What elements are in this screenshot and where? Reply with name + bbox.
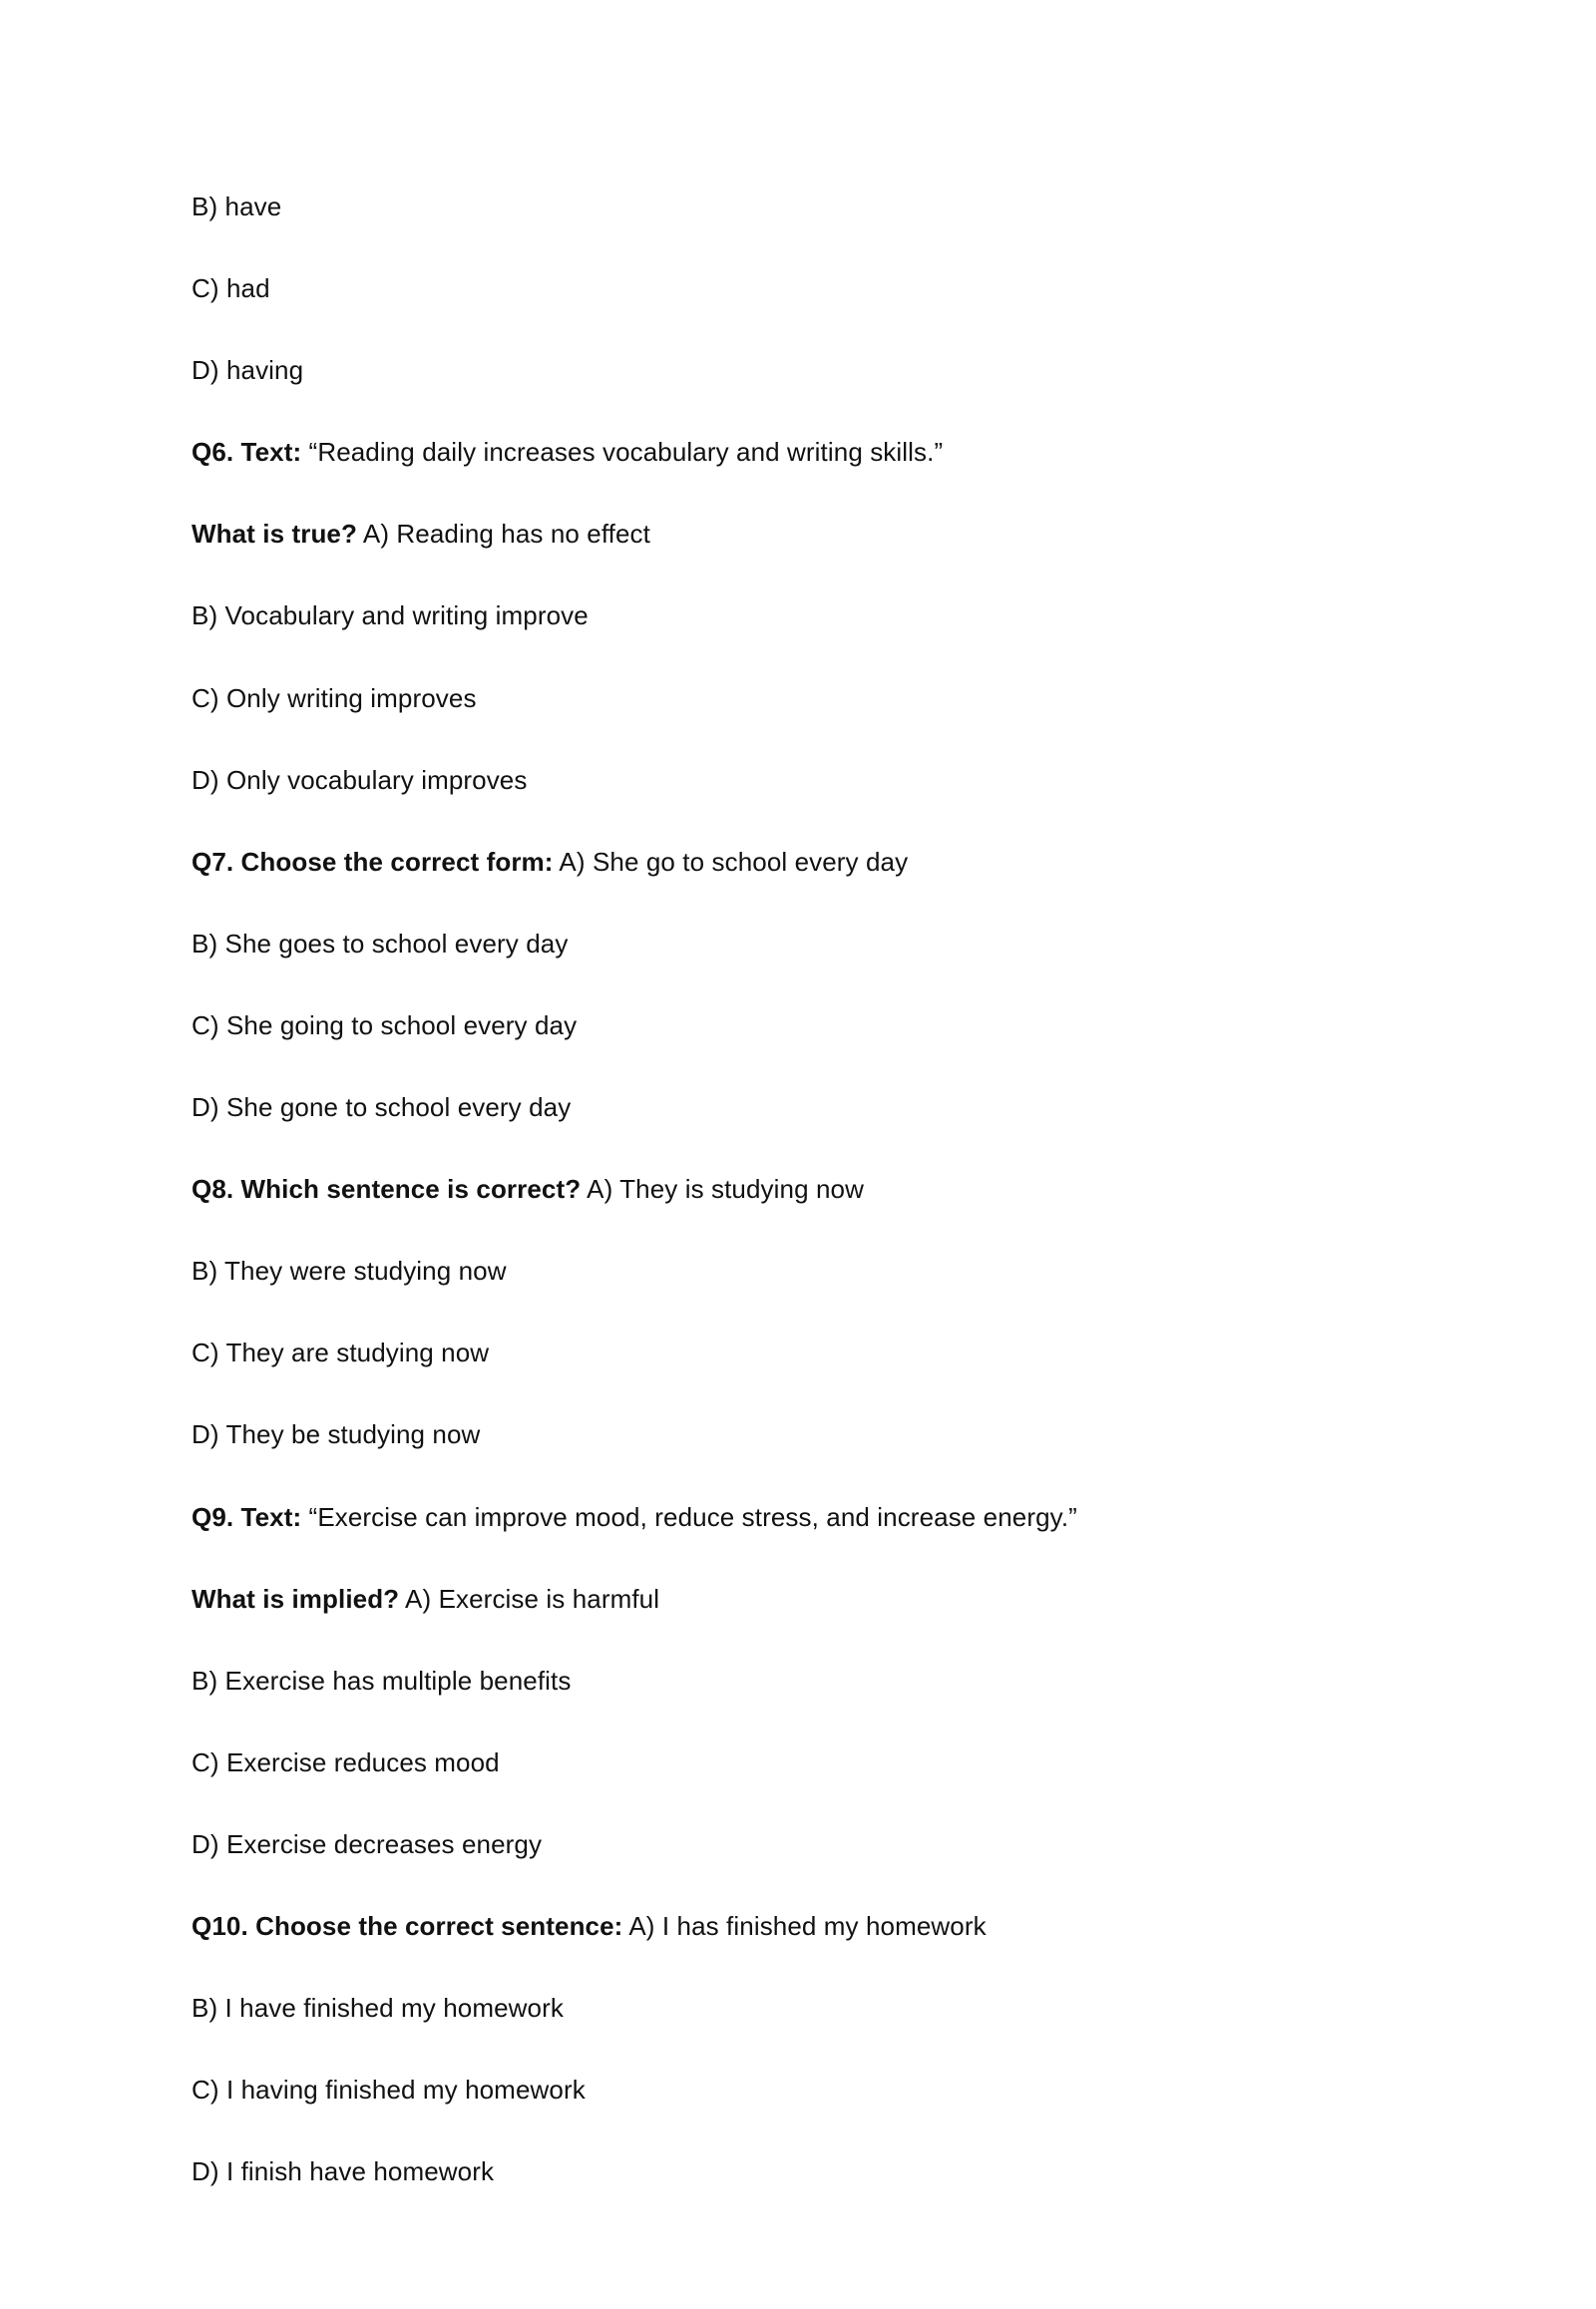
question-9-prompt [192, 1500, 1396, 1535]
question-9-option-b [192, 1664, 1396, 1699]
line-lead: Q9. Text: [192, 1501, 302, 1532]
question-8-option-b [192, 1254, 1396, 1289]
question-7-option-b [192, 927, 1396, 962]
question-7-option-c [192, 1008, 1396, 1043]
line-text: C) They are studying now [192, 1338, 490, 1368]
line-text: D) She gone to school every day [192, 1092, 572, 1123]
line-text: “Reading daily increases vocabulary and writing skills.” [301, 437, 944, 468]
line-text: C) Only writing improves [192, 682, 477, 713]
line-text: D) having [192, 355, 304, 386]
question-7-option-a [192, 845, 1396, 880]
question-9-option-c [192, 1745, 1396, 1780]
line-lead: What is true? [192, 519, 357, 550]
line-text: C) She going to school every day [192, 1009, 578, 1040]
question-10-option-c [192, 2073, 1396, 2108]
line-text: D) Only vocabulary improves [192, 764, 528, 795]
question-9-option-a [192, 1582, 1396, 1617]
line-text: A) Exercise is harmful [399, 1583, 660, 1614]
line-text: D) I finish have homework [192, 2156, 495, 2187]
line-text: A) They is studying now [581, 1174, 864, 1205]
question-7-option-d [192, 1090, 1396, 1125]
line-lead: What is implied? [192, 1583, 400, 1614]
line-text: B) Exercise has multiple benefits [192, 1665, 572, 1696]
line-text: C) Exercise reduces mood [192, 1746, 500, 1777]
line-text: B) I have finished my homework [192, 1993, 564, 2024]
line-text: A) She go to school every day [553, 846, 909, 877]
line-lead: Q6. Text: [192, 437, 302, 468]
question-6-option-d [192, 763, 1396, 798]
line-text: B) Vocabulary and writing improve [192, 600, 589, 631]
question-10-option-a [192, 1909, 1396, 1944]
answer-option-d-q5 [192, 353, 1396, 388]
question-6-option-c [192, 681, 1396, 716]
question-10-option-d [192, 2154, 1396, 2189]
line-text: B) She goes to school every day [192, 928, 569, 959]
question-9-option-d [192, 1827, 1396, 1862]
line-text: D) Exercise decreases energy [192, 1828, 543, 1859]
line-text: D) They be studying now [192, 1419, 481, 1450]
question-8-option-c [192, 1336, 1396, 1370]
line-text: A) I has finished my homework [622, 1910, 987, 1941]
line-text: B) have [192, 192, 282, 221]
question-8-option-d [192, 1417, 1396, 1452]
question-6-option-b [192, 598, 1396, 633]
line-text: “Exercise can improve mood, reduce stress, and increase energy.” [301, 1501, 1077, 1532]
line-lead: Q10. Choose the correct sentence: [192, 1910, 623, 1941]
question-6-option-a [192, 517, 1396, 552]
question-6-prompt [192, 435, 1396, 470]
answer-option-c-q5 [192, 271, 1396, 306]
answer-option-b-q5 [192, 190, 1396, 224]
line-lead: Q7. Choose the correct form: [192, 846, 554, 877]
line-lead: Q8. Which sentence is correct? [192, 1174, 582, 1205]
line-text: B) They were studying now [192, 1256, 507, 1287]
question-10-option-b [192, 1991, 1396, 2026]
line-text: C) I having finished my homework [192, 2075, 586, 2106]
line-text: A) Reading has no effect [356, 519, 650, 550]
question-8-option-a [192, 1172, 1396, 1207]
line-text: C) had [192, 273, 270, 304]
